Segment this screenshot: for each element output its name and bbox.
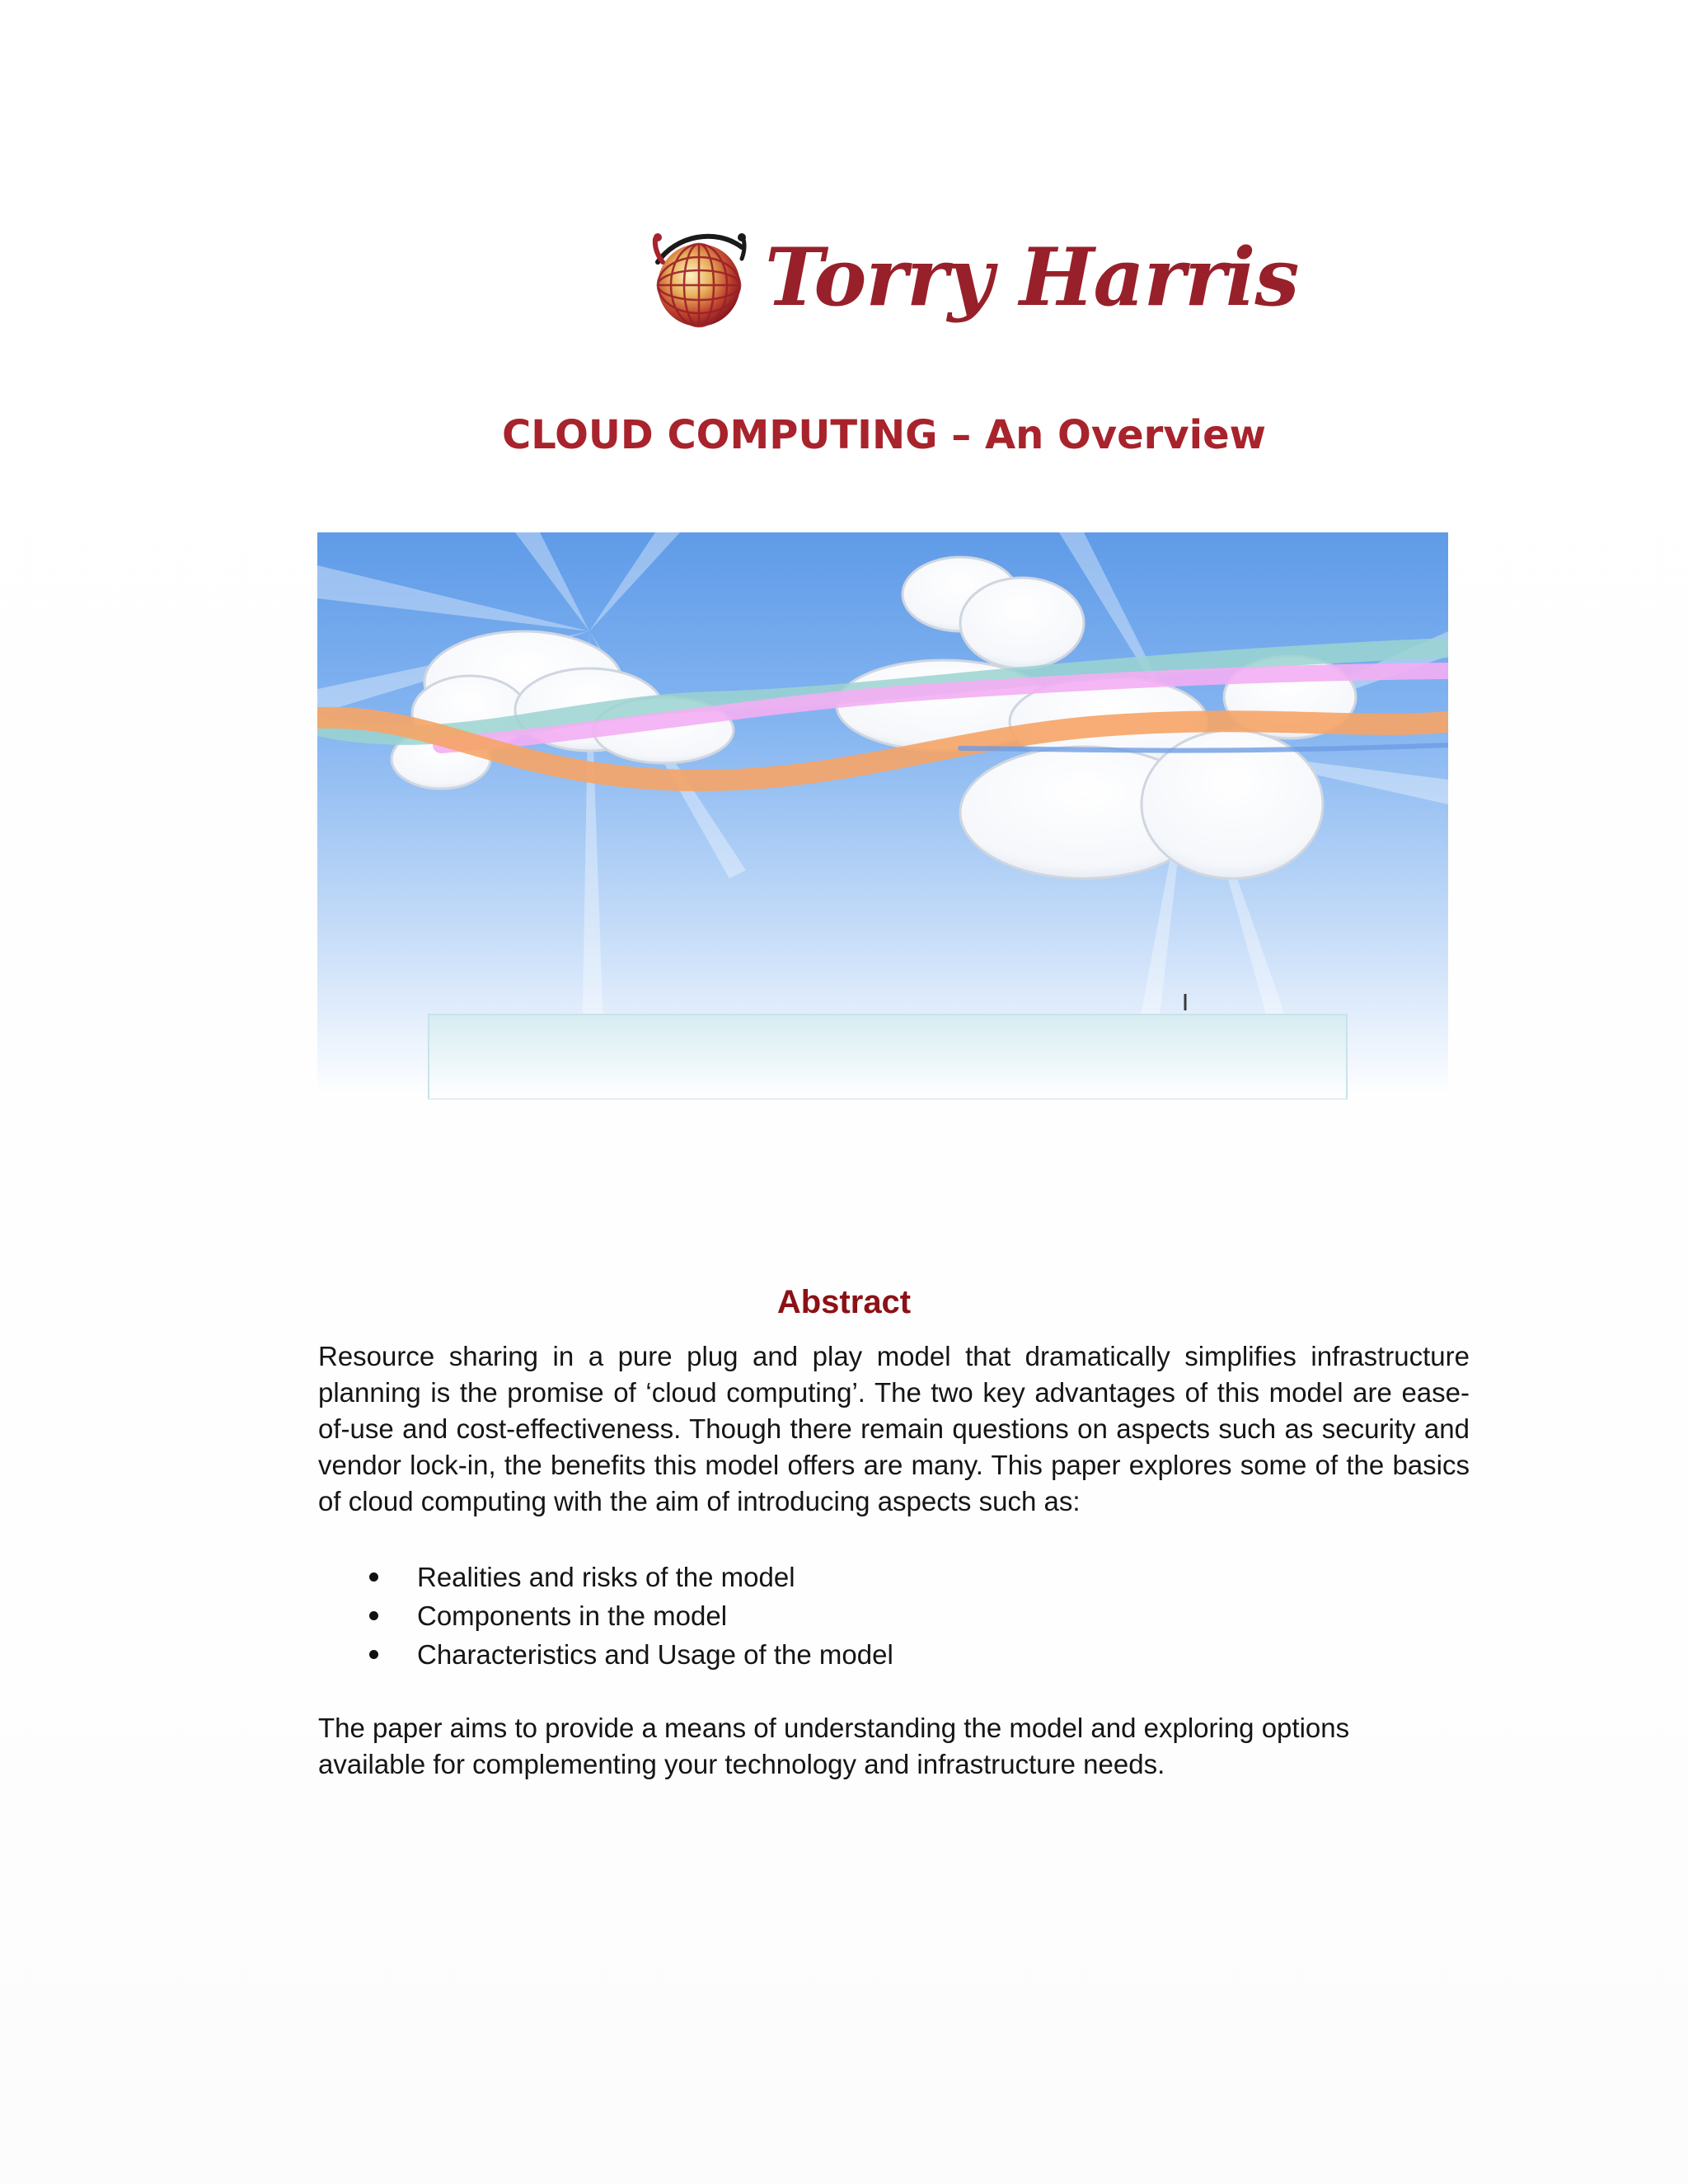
list-item-text: Components in the model [417,1601,728,1631]
bullet-list [318,1558,1390,1674]
globe-icon [651,229,750,331]
cloud-sky-illustration [317,532,1448,1099]
document-title: CLOUD COMPUTING – An Overview [502,412,1266,458]
list-item [318,1558,1390,1596]
list-item-text: Characteristics and Usage of the model [417,1639,893,1670]
list-item [318,1635,1390,1674]
closing-paragraph: The paper aims to provide a means of understanding the model and exploring options available for complementing your technology and infrastructure needs. [318,1713,1350,1779]
abstract-heading: Abstract [776,1284,912,1320]
list-item-text: Realities and risks of the model [417,1562,795,1592]
bullet-icon [369,1611,378,1620]
abstract-paragraph: Resource sharing in a pure plug and play model that dramatically simplifies infrastructure planning is the promise of ‘cloud computing’. The two key advantages of this model are ease-of-use and cost-effectiveness. Though there remain questions on aspects such as security and vendor lock-in, the benefits this model offers are many. This paper explores some of the basics of cloud computing with the aim of introducing aspects such as: [318,1341,1470,1516]
company-logo [643,223,1299,346]
company-name: Torry Harris [765,231,1299,324]
bullet-icon [369,1650,378,1659]
bullet-icon [369,1572,378,1582]
list-item [318,1596,1390,1635]
